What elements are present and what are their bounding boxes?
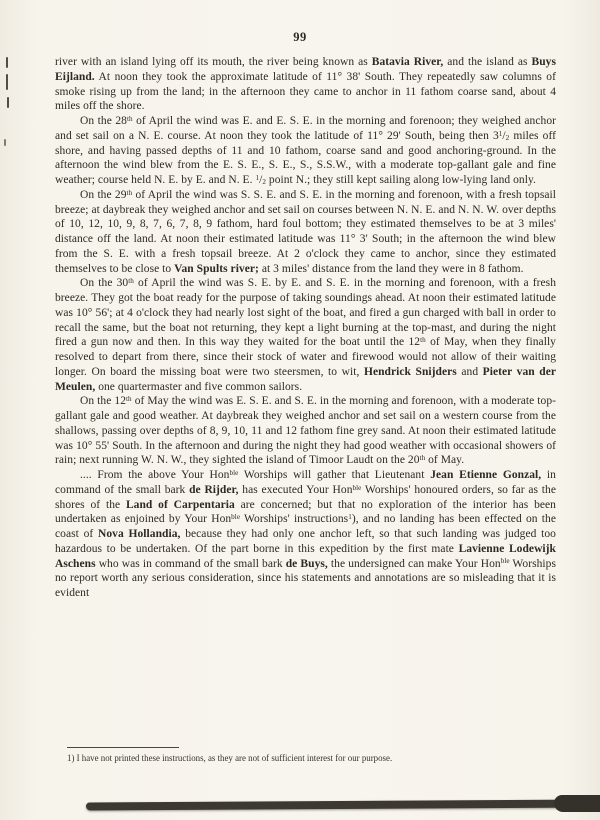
text-segment: of April the wind was S. S. E. and S. E. in the morning and forenoon, with a fresh topsail breeze; at daybreak they weighed anchor and set sail on courses between N. N. E. and N. N. W. over depths of 10, 12, 10, 9, 8, 7, 6, 7, 8, 9 fathom, hard foul bottom; they estimated themselves to be at 3 miles' distance off the land. At noon their estimated latitude was 11° 3' South; in the afternoon the wind blew from the S. E. with a fresh topsail breeze. At 2 o'clock they came to anchor, since they estimated themselves to be close to <box>55 188 556 275</box>
text-segment: / <box>502 129 506 142</box>
page-body <box>55 55 556 601</box>
page-edge-shadow <box>86 799 592 810</box>
text-segment: ble <box>229 468 239 477</box>
text-segment: Lavienne Lodewijk Aschens <box>55 542 556 570</box>
paragraph <box>55 394 556 468</box>
text-segment: Pieter van der Meulen, <box>55 365 557 393</box>
text-segment: th <box>420 336 426 345</box>
text-segment: are concerned; but that no exploration of the interior has been undertaken as enjoined by Your Hon <box>55 498 556 526</box>
text-segment: ), and no landing has been effected on the coast of <box>55 513 556 540</box>
text-segment: miles off shore, and having passed depths of 11 and 10 fathom, coarse sand and good anchoring-ground. In the afternoon the wind blew from the E. S. E., S. E., S., S.S.W., with a moderate top-gallant gale and fine weather; course held N. E. by E. and N. E. <box>55 129 556 186</box>
paragraph <box>55 468 556 601</box>
text-segment: On the 29 <box>80 188 127 201</box>
scan-artifact <box>4 139 6 146</box>
text-segment: At noon they took the approximate latitude of 11° 38' South. They repeatedly saw columns of smoke rising up from the land; in the afternoon they came to anchor in 11 fathom coarse sand, about 4 miles off the shore. <box>55 70 556 113</box>
text-segment: Van Spults river; <box>174 262 259 275</box>
text-segment: Worships will gather that Lieutenant <box>238 469 431 481</box>
text-segment: ble <box>500 557 510 566</box>
text-segment: 2 <box>262 178 266 187</box>
text-segment: Worships' honoured orders, so far as the shores of the <box>55 483 556 511</box>
text-segment: On the 28 <box>80 115 127 127</box>
text-segment: has executed Your Hon <box>238 483 353 496</box>
text-segment: of April the wind was S. E. by E. and S. E. in the morning and forenoon, with a fresh breeze. They got the boat ready for the purpose of taking soundings ahead. At noon their estimated latitude was 10° 56'; at 4 o'clock they had nearly lost sight of the boat, and fired a gun charged with ball in order to recall the same, but the boat not returning, they kept a light burning at the top-mast, and during the night fired a gun now and then. In this way they waited for the boat until the 12 <box>55 277 557 349</box>
paragraph <box>55 55 556 114</box>
text-segment: 1 <box>498 129 503 138</box>
text-segment: the undersigned can make Your Hon <box>327 557 501 570</box>
text-segment: at 3 miles' distance from the land they were in 8 fathom. <box>258 262 524 275</box>
text-segment: th <box>419 454 426 463</box>
text-segment: de Buys, <box>285 557 328 570</box>
text-segment: Land of Carpentaria <box>125 498 235 511</box>
text-segment: point N.; they still kept sailing along low-lying land only. <box>265 174 536 186</box>
text-segment: of April the wind was E. and E. S. E. in the morning and forenoon; they weighed anchor and set sail on a N. E. course. At noon they took the latitude of 11° 29' South, being then 3 <box>55 115 556 142</box>
paragraph <box>55 114 556 188</box>
text-segment: of May the wind was E. S. E. and S. E. in the morning and forenoon, with a moderate top-gallant gale and good weather. At daybreak they weighed anchor and set sail on a western course from the shallows, passing over depths of 8, 9, 10, 11 and 12 fathom fine grey sand. At noon their estimated latitude was 10° 55' South. In the afternoon and during the night they had good weather with occasional showers of rain; next running W. N. W., they sighted the island of Timoor Laudt on the 20 <box>55 395 557 467</box>
text-segment: th <box>126 114 133 123</box>
text-segment: ble <box>231 513 241 522</box>
text-segment: th <box>126 188 133 197</box>
text-segment: On the 12 <box>80 395 127 408</box>
text-segment: Hendrick Snijders <box>363 365 457 378</box>
text-segment: 1 <box>255 173 260 182</box>
text-segment: of May. <box>425 454 465 467</box>
text-segment: Batavia River, <box>371 56 444 68</box>
text-segment: Buys Eijland. <box>55 56 556 83</box>
text-segment: th <box>128 277 134 286</box>
scan-artifact <box>6 74 8 90</box>
text-segment: in command of the small bark <box>55 469 556 496</box>
text-segment: who was in command of the small bark <box>95 557 286 570</box>
text-segment: one quartermaster and five common sailors. <box>95 380 303 393</box>
text-segment: .... From the above Your Hon <box>80 469 230 481</box>
text-segment: Jean Etienne Gonzal, <box>430 469 542 481</box>
text-segment: and <box>456 365 483 378</box>
footnote: 1) I have not printed these instructions, as they are not of sufficient interest for our purpose. <box>67 753 393 763</box>
text-segment: of May, when they finally resolved to depart from there, since their stock of water and firewood would not allow of their waiting longer. On board the missing boat were two steersmen, to wit, <box>55 336 556 378</box>
paragraph <box>55 276 556 394</box>
text-segment: Worships' instructions <box>240 513 349 526</box>
text-segment: because they had only one anchor left, so that such landing was judged too hazardous to be undertaken. Of the part borne in this expedition by the first mate <box>55 528 556 555</box>
page-number: 99 <box>293 30 307 44</box>
text-segment: de Rijder, <box>189 483 239 496</box>
text-segment: 2 <box>505 134 510 143</box>
paragraph <box>55 188 556 277</box>
scan-artifact <box>6 57 8 68</box>
text-segment: On the 30 <box>80 277 129 290</box>
text-segment: and the island as <box>443 56 532 68</box>
text-segment: Nova Hollandia, <box>98 528 181 540</box>
page-edge-shadow-corner <box>554 795 600 812</box>
text-segment: ble <box>352 483 362 492</box>
text-segment: Worships no report worth any serious consideration, since his statements and annotations are so misleading that it is evident <box>55 557 556 599</box>
text-segment: / <box>259 174 263 186</box>
text-segment: 1 <box>348 513 352 522</box>
text-segment: th <box>126 395 132 404</box>
scan-artifact <box>7 97 9 108</box>
footnote-divider <box>67 747 179 748</box>
text-segment: river with an island lying off its mouth, the river being known as <box>55 56 372 68</box>
